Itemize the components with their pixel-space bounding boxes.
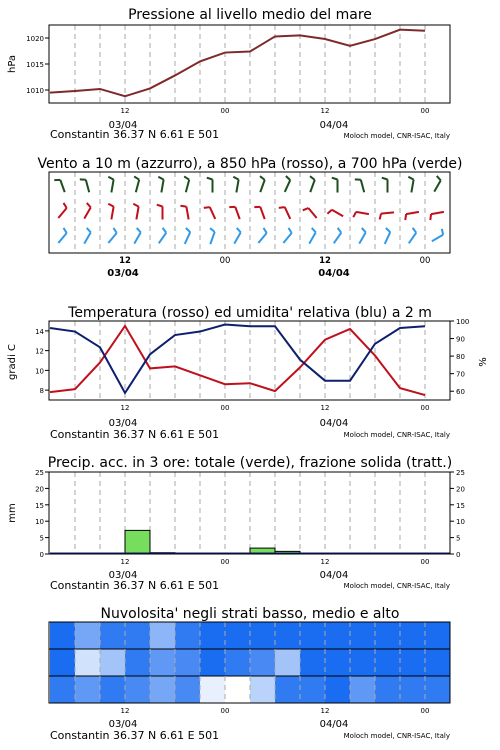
barb-flag — [353, 212, 356, 217]
barb-700hpa — [408, 177, 413, 193]
barb-700hpa — [332, 178, 338, 193]
barb-shaft — [235, 207, 239, 219]
cloud-cell — [350, 676, 376, 704]
barb-shaft — [58, 208, 66, 218]
barb-flag — [180, 206, 186, 207]
barb-700hpa — [134, 176, 139, 192]
barb-flag — [137, 228, 141, 232]
cloud-cell — [100, 622, 126, 650]
barb-flag — [204, 207, 210, 208]
cloud-cell — [300, 622, 326, 650]
precip-bar — [125, 530, 150, 554]
barb-flag — [327, 210, 331, 214]
y-tick-label: 15 — [35, 501, 44, 510]
y-tick-label: 25 — [35, 469, 44, 477]
date-label-0304: 03/04 — [108, 570, 138, 581]
barb-flag — [108, 177, 113, 180]
barb-850hpa — [108, 204, 113, 220]
barb-10m — [134, 228, 141, 244]
cloud-cell — [200, 622, 226, 650]
y-tick-right-label: 20 — [456, 485, 465, 494]
cloud-cell — [75, 676, 101, 704]
date-label-0404: 04/04 — [319, 120, 349, 131]
cloud-cell — [225, 676, 251, 704]
barb-flag — [158, 177, 163, 180]
cloud-cell — [150, 622, 176, 650]
barb-flag — [286, 176, 290, 180]
cloud-cell — [250, 622, 276, 650]
cloud-cell — [425, 676, 451, 704]
barb-flag — [108, 204, 113, 207]
barb-shaft — [385, 232, 390, 244]
humidity-ylabel: % — [478, 357, 489, 367]
barb-shaft — [234, 232, 241, 243]
barb-10m — [334, 228, 341, 243]
precipitation-ylabel: mm — [7, 503, 18, 523]
barb-flag — [260, 176, 265, 180]
barb-shaft — [409, 233, 416, 244]
time-tick-label: 00 — [420, 107, 430, 115]
location-label: Constantin 36.37 N 6.61 E 501 — [50, 579, 220, 592]
barb-700hpa — [434, 176, 441, 192]
cloud-cell — [125, 676, 151, 704]
precipitation-title: Precip. acc. in 3 ore: totale (verde), frazione solida (tratt.) — [47, 455, 453, 471]
date-label-0304: 03/04 — [108, 719, 138, 730]
cloud-cell — [275, 649, 301, 677]
time-tick-label: 00 — [420, 404, 430, 412]
barb-flag — [303, 208, 309, 210]
cloud-cell — [250, 649, 276, 677]
cloud-cell — [400, 676, 426, 704]
barb-850hpa — [303, 208, 317, 218]
barb-shaft — [210, 207, 215, 219]
barb-700hpa — [285, 176, 290, 192]
barb-shaft — [58, 233, 66, 243]
barb-850hpa — [353, 212, 369, 217]
cloud-cell — [400, 622, 426, 650]
barb-10m — [359, 228, 366, 244]
date-label-0304: 03/04 — [108, 418, 138, 429]
y-tick-label: 1020 — [26, 35, 44, 43]
barb-shaft — [356, 212, 369, 214]
barb-700hpa — [158, 177, 163, 193]
y-tick-right-label: 90 — [456, 335, 465, 344]
cloud-cell — [75, 622, 101, 650]
y-tick-label: 10 — [35, 367, 44, 376]
cloud-cell — [50, 676, 76, 704]
date-label-0304: 03/04 — [107, 268, 139, 279]
y-tick-label: 0 — [39, 551, 44, 559]
cloud-cell — [150, 649, 176, 677]
cloud-cell — [175, 622, 201, 650]
cloud-cell — [225, 649, 251, 677]
barb-shaft — [111, 180, 113, 193]
time-tick-label: 00 — [220, 707, 230, 715]
barb-flag — [413, 228, 417, 233]
y-tick-right-label: 15 — [456, 501, 465, 510]
barb-flag — [430, 214, 431, 220]
cloud-cell — [50, 649, 76, 677]
cloud-cell — [350, 622, 376, 650]
cloud-cell — [325, 622, 351, 650]
barb-shaft — [283, 233, 291, 243]
pressure-title: Pressione al livello medio del mare — [128, 7, 372, 23]
time-tick-label: 12 — [320, 107, 330, 115]
barb-10m — [283, 228, 291, 243]
barb-shaft — [60, 180, 64, 192]
barb-850hpa — [204, 207, 215, 219]
y-tick-right-label: 80 — [456, 353, 465, 362]
barb-shaft — [359, 232, 366, 243]
time-tick-label: 00 — [220, 558, 230, 566]
barb-10m — [309, 228, 316, 244]
barb-10m — [210, 228, 215, 244]
barb-flag — [382, 178, 388, 180]
barb-shaft — [431, 212, 444, 214]
time-tick-label: 00 — [420, 707, 430, 715]
time-tick-label: 12 — [120, 558, 130, 566]
barb-flag — [312, 228, 316, 232]
cloud-cell — [325, 676, 351, 704]
barb-10m — [432, 229, 443, 241]
cloud-cell — [75, 649, 101, 677]
cloud-cell — [50, 622, 76, 650]
cloud-title: Nuvolosita' negli strati basso, medio e alto — [100, 606, 400, 622]
barb-flag — [332, 178, 338, 180]
barb-10m — [108, 228, 116, 243]
time-tick-label: 12 — [120, 707, 130, 715]
barb-flag — [157, 205, 163, 207]
cloud-cell — [375, 649, 401, 677]
cloud-cell — [175, 649, 201, 677]
barb-850hpa — [180, 206, 188, 220]
time-tick-label: 00 — [220, 107, 230, 115]
date-label-0404: 04/04 — [319, 570, 349, 581]
temperature-title: Temperatura (rosso) ed umidita' relativa (blu) a 2 m — [68, 305, 432, 321]
time-tick-label: 12 — [320, 404, 330, 412]
wind-panel — [37, 156, 462, 279]
cloud-cell — [400, 649, 426, 677]
barb-shaft — [84, 207, 91, 218]
barb-shaft — [258, 233, 266, 243]
barb-flag — [186, 228, 190, 232]
barb-700hpa — [260, 176, 265, 192]
barb-shaft — [381, 212, 394, 213]
pressure-ylabel: hPa — [7, 54, 18, 74]
time-tick-label: 12 — [120, 404, 130, 412]
cloud-panel — [49, 606, 451, 742]
wind-title: Vento a 10 m (azzurro), a 850 hPa (rosso), a 700 hPa (verde) — [37, 156, 463, 172]
barb-shaft — [285, 180, 290, 192]
barb-10m — [409, 228, 416, 243]
cloud-cell — [150, 676, 176, 704]
barb-flag — [380, 214, 381, 220]
barb-shaft — [434, 180, 441, 191]
y-tick-label: 10 — [35, 518, 44, 527]
barb-shaft — [285, 207, 290, 219]
cloud-cell — [250, 676, 276, 704]
time-tick-label: 12 — [120, 107, 130, 115]
barb-flag — [207, 178, 213, 180]
barb-flag — [87, 203, 91, 207]
cloud-cell — [375, 676, 401, 704]
pressure-panel — [7, 7, 450, 141]
y-tick-right-label: 0 — [456, 551, 461, 559]
y-tick-right-label: 60 — [456, 388, 465, 397]
barb-shaft — [186, 180, 189, 193]
barb-700hpa — [54, 180, 64, 192]
y-tick-right-label: 10 — [456, 518, 465, 527]
cloud-cell — [300, 649, 326, 677]
barb-flag — [233, 177, 238, 180]
barb-flag — [87, 228, 91, 232]
barb-850hpa — [229, 207, 239, 219]
time-tick-label: 12 — [119, 256, 131, 266]
y-tick-right-label: 100 — [456, 318, 470, 326]
barb-850hpa — [84, 203, 91, 219]
cloud-cell — [425, 649, 451, 677]
barb-flag — [113, 228, 116, 233]
y-tick-right-label: 5 — [456, 534, 461, 543]
barb-850hpa — [157, 205, 163, 220]
barb-flag — [310, 176, 315, 180]
cloud-cell — [200, 649, 226, 677]
cloud-cell — [425, 622, 451, 650]
barb-700hpa — [310, 176, 315, 192]
cloud-cell — [200, 676, 226, 704]
barb-700hpa — [355, 179, 364, 192]
barb-shaft — [161, 180, 163, 193]
barb-shaft — [134, 232, 141, 243]
barb-flag — [279, 207, 285, 208]
barb-shaft — [186, 207, 188, 220]
time-tick-label: 12 — [320, 558, 330, 566]
cloud-cell — [375, 622, 401, 650]
credit-label: Moloch model, CNR-ISAC, Italy — [343, 431, 450, 439]
barb-850hpa — [405, 212, 419, 220]
time-tick-label: 12 — [320, 707, 330, 715]
barb-shaft — [432, 235, 443, 242]
barb-shaft — [260, 180, 264, 192]
y-tick-label: 20 — [35, 485, 44, 494]
cloud-cell — [175, 676, 201, 704]
barb-shaft — [108, 233, 116, 243]
cloud-cell — [325, 649, 351, 677]
barb-shaft — [406, 212, 419, 214]
barb-flag — [63, 228, 66, 233]
barb-850hpa — [430, 212, 444, 220]
barb-flag — [134, 176, 139, 179]
barb-10m — [234, 228, 241, 244]
barb-shaft — [310, 180, 314, 192]
barb-850hpa — [279, 207, 290, 219]
time-tick-label: 00 — [420, 558, 430, 566]
barb-850hpa — [254, 207, 264, 219]
barb-700hpa — [80, 179, 89, 192]
barb-700hpa — [184, 176, 189, 192]
barb-shaft — [260, 207, 264, 219]
pressure-line — [50, 30, 425, 97]
barb-10m — [159, 228, 166, 243]
barb-flag — [386, 228, 390, 232]
credit-label: Moloch model, CNR-ISAC, Italy — [343, 582, 450, 590]
barb-shaft — [334, 233, 341, 244]
cloud-cell — [100, 676, 126, 704]
cloud-cell — [275, 622, 301, 650]
barb-700hpa — [382, 178, 388, 193]
barb-850hpa — [58, 203, 66, 218]
credit-label: Moloch model, CNR-ISAC, Italy — [343, 132, 450, 140]
date-label-0404: 04/04 — [318, 268, 350, 279]
precipitation-panel — [7, 455, 465, 592]
y-tick-label: 12 — [35, 347, 44, 356]
barb-flag — [362, 228, 366, 232]
cloud-cell — [300, 676, 326, 704]
barb-shaft — [136, 180, 139, 193]
date-label-0304: 03/04 — [108, 120, 138, 131]
barb-flag — [437, 176, 441, 180]
barb-shaft — [411, 180, 413, 193]
barb-shaft — [308, 208, 316, 218]
barb-shaft — [210, 232, 214, 244]
location-label: Constantin 36.37 N 6.61 E 501 — [50, 428, 220, 441]
time-tick-label: 00 — [419, 256, 431, 266]
barb-flag — [63, 203, 66, 208]
barb-850hpa — [133, 204, 138, 220]
y-tick-label: 14 — [35, 327, 44, 336]
y-tick-label: 8 — [39, 387, 44, 396]
barb-700hpa — [207, 178, 213, 193]
barb-shaft — [84, 232, 91, 243]
barb-flag — [405, 214, 406, 220]
barb-shaft — [236, 180, 238, 193]
y-tick-right-label: 25 — [456, 469, 465, 477]
barb-700hpa — [233, 177, 238, 193]
barb-flag — [210, 228, 215, 232]
barb-flag — [442, 229, 443, 235]
date-label-0404: 04/04 — [319, 418, 349, 429]
credit-label: Moloch model, CNR-ISAC, Italy — [343, 732, 450, 740]
cloud-cell — [350, 649, 376, 677]
barb-850hpa — [327, 210, 343, 217]
date-label-0404: 04/04 — [319, 719, 349, 730]
barb-10m — [258, 228, 266, 243]
barb-shaft — [86, 180, 89, 193]
barb-flag — [408, 177, 413, 180]
cloud-cell — [225, 622, 251, 650]
location-label: Constantin 36.37 N 6.61 E 501 — [50, 128, 220, 141]
barb-flag — [237, 228, 241, 232]
barb-shaft — [111, 207, 113, 220]
y-tick-right-label: 70 — [456, 370, 465, 379]
temperature-panel — [7, 305, 489, 441]
barb-10m — [58, 228, 66, 243]
cloud-cell — [275, 676, 301, 704]
location-label: Constantin 36.37 N 6.61 E 501 — [50, 729, 220, 742]
temperature-ylabel: gradi C — [7, 344, 18, 380]
barb-flag — [163, 228, 167, 233]
barb-10m — [185, 228, 190, 244]
barb-flag — [263, 228, 266, 233]
barb-flag — [133, 204, 138, 207]
barb-shaft — [332, 210, 343, 217]
barb-shaft — [185, 232, 190, 244]
barb-flag — [288, 228, 291, 233]
barb-shaft — [136, 207, 138, 220]
barb-10m — [385, 228, 390, 244]
barb-shaft — [361, 180, 364, 193]
y-tick-label: 1010 — [26, 87, 44, 95]
barb-shaft — [309, 232, 316, 243]
cloud-cell — [125, 649, 151, 677]
time-tick-label: 00 — [219, 256, 231, 266]
barb-10m — [84, 228, 91, 244]
barb-flag — [338, 228, 342, 233]
time-tick-label: 00 — [220, 404, 230, 412]
y-tick-label: 5 — [39, 534, 44, 543]
barb-shaft — [159, 233, 166, 244]
cloud-cell — [100, 649, 126, 677]
barb-700hpa — [108, 177, 113, 193]
time-tick-label: 12 — [319, 256, 331, 266]
y-tick-label: 1015 — [26, 61, 44, 69]
barb-850hpa — [380, 212, 394, 219]
barb-flag — [184, 176, 189, 179]
cloud-cell — [125, 622, 151, 650]
